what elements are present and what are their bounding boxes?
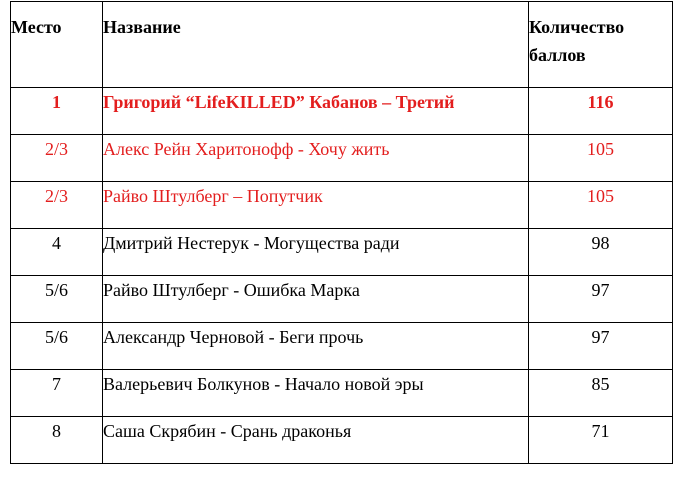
- row-score-cell: 71: [529, 417, 673, 464]
- table-row: [11, 276, 673, 323]
- row-place-cell: 4: [11, 229, 103, 276]
- row-title-cell: Валерьевич Болкунов - Начало новой эры: [103, 370, 529, 417]
- row-score-cell: 98: [529, 229, 673, 276]
- header-place: Место: [11, 2, 103, 88]
- table-row: [11, 229, 673, 276]
- row-score-cell: 97: [529, 276, 673, 323]
- row-place-cell: 2/3: [11, 135, 103, 182]
- row-place-cell: 2/3: [11, 182, 103, 229]
- row-place-cell: 8: [11, 417, 103, 464]
- row-place-cell: 5/6: [11, 323, 103, 370]
- row-title-cell: Григорий “LifeKILLED” Кабанов – Третий: [103, 88, 529, 135]
- row-title-cell: Райво Штулберг - Ошибка Марка: [103, 276, 529, 323]
- row-title-cell: Саша Скрябин - Срань драконья: [103, 417, 529, 464]
- row-place-cell: 7: [11, 370, 103, 417]
- row-score-cell: 105: [529, 135, 673, 182]
- table-row: [11, 88, 673, 135]
- table-row: [11, 417, 673, 464]
- table-row: [11, 182, 673, 229]
- table-body: [11, 88, 673, 464]
- table-row: [11, 323, 673, 370]
- header-title: Название: [103, 2, 529, 88]
- row-place-cell: 5/6: [11, 276, 103, 323]
- row-score-cell: 105: [529, 182, 673, 229]
- table-row: [11, 135, 673, 182]
- row-score-cell: 85: [529, 370, 673, 417]
- header-score: Количество баллов: [529, 2, 673, 88]
- table-row: [11, 370, 673, 417]
- row-score-cell: 97: [529, 323, 673, 370]
- row-score-cell: 116: [529, 88, 673, 135]
- row-title-cell: Дмитрий Нестерук - Могущества ради: [103, 229, 529, 276]
- row-title-cell: Алекс Рейн Харитонофф - Хочу жить: [103, 135, 529, 182]
- row-title-cell: Александр Черновой - Беги прочь: [103, 323, 529, 370]
- row-place-cell: 1: [11, 88, 103, 135]
- row-title-cell: Райво Штулберг – Попутчик: [103, 182, 529, 229]
- results-table: [10, 1, 673, 464]
- header-row: [11, 2, 673, 88]
